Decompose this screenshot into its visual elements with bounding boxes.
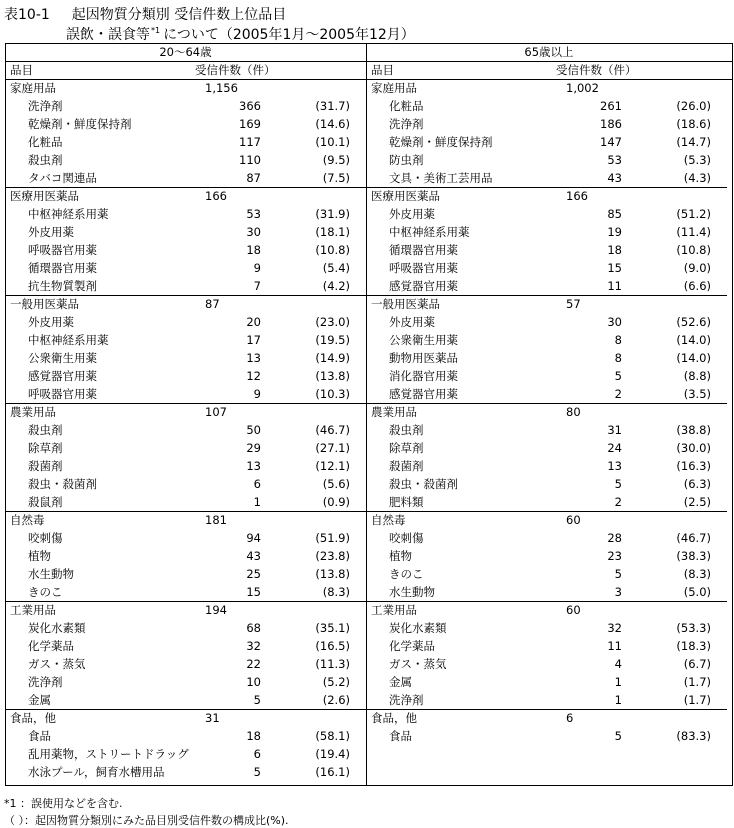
left-item-name: きのこ (28, 585, 63, 599)
right-group-divider (366, 403, 727, 404)
left-item-count: 1 (253, 495, 261, 509)
right-item-percentage: (38.8) (676, 423, 711, 437)
right-item-percentage: (18.3) (676, 639, 711, 653)
left-item-count: 18 (246, 729, 261, 743)
right-item-count: 1 (614, 675, 622, 689)
right-item-count: 24 (607, 441, 622, 455)
left-item-percentage: (19.4) (315, 747, 350, 761)
left-item-percentage: (19.5) (315, 333, 350, 347)
right-item-count: 8 (614, 351, 622, 365)
right-item-name: 中枢神経系用薬 (389, 225, 470, 239)
left-item-percentage: (18.1) (315, 225, 350, 239)
left-item-percentage: (27.1) (315, 441, 350, 455)
right-item-percentage: (38.3) (676, 549, 711, 563)
right-item-name: 化粧品 (389, 99, 424, 113)
right-item-name: 殺菌剤 (389, 459, 424, 473)
right-item-count: 4 (614, 657, 622, 671)
left-item-percentage: (14.6) (315, 117, 350, 131)
right-item-count: 30 (607, 315, 622, 329)
right-item-count: 85 (607, 207, 622, 221)
left-item-percentage: (35.1) (315, 621, 350, 635)
left-item-percentage: (14.9) (315, 351, 350, 365)
left-category-name: 家庭用品 (10, 81, 56, 95)
left-item-name: 抗生物質製剤 (28, 279, 97, 293)
right-item-name: 殺虫剤 (389, 423, 424, 437)
left-item-count: 18 (246, 243, 261, 257)
right-item-percentage: (14.0) (676, 351, 711, 365)
left-item-header: 品目 (10, 63, 33, 77)
right-item-name: 文具・美術工芸用品 (389, 171, 493, 185)
right-item-count: 53 (607, 153, 622, 167)
left-item-count: 5 (253, 693, 261, 707)
right-item-percentage: (14.7) (676, 135, 711, 149)
right-item-name: 金属 (389, 675, 412, 689)
right-item-name: 循環器官用薬 (389, 243, 458, 257)
left-item-percentage: (31.9) (315, 207, 350, 221)
left-item-percentage: (11.3) (315, 657, 350, 671)
footnote-ref: *1 (151, 26, 161, 35)
left-item-percentage: (13.8) (315, 567, 350, 581)
left-item-name: 殺虫剤 (28, 153, 63, 167)
right-category-total: 1,002 (566, 81, 599, 95)
right-group-divider (366, 511, 727, 512)
left-item-count: 94 (246, 531, 261, 545)
right-item-count: 23 (607, 549, 622, 563)
right-item-count: 2 (614, 495, 622, 509)
left-item-name: 金属 (28, 693, 51, 707)
right-item-name: 肥料類 (389, 495, 424, 509)
right-category-name: 一般用医薬品 (371, 297, 440, 311)
left-item-percentage: (16.5) (315, 639, 350, 653)
right-item-count: 261 (600, 99, 622, 113)
right-item-name: 洗浄剤 (389, 117, 424, 131)
left-item-name: 洗浄剤 (28, 99, 63, 113)
left-item-count: 68 (246, 621, 261, 635)
left-item-percentage: (8.3) (322, 585, 350, 599)
left-age-group-header: 20～64歳 (159, 45, 212, 59)
left-item-count: 43 (246, 549, 261, 563)
left-item-name: 炭化水素類 (28, 621, 86, 635)
left-item-count: 25 (246, 567, 261, 581)
left-item-name: 植物 (28, 549, 51, 563)
right-item-percentage: (8.8) (683, 369, 711, 383)
right-category-name: 医療用医薬品 (371, 189, 440, 203)
right-item-name: 殺虫・殺菌剤 (389, 477, 458, 491)
right-item-percentage: (5.0) (683, 585, 711, 599)
left-item-percentage: (58.1) (315, 729, 350, 743)
left-item-percentage: (5.4) (322, 261, 350, 275)
left-item-name: 感覚器官用薬 (28, 369, 97, 383)
right-category-total: 166 (566, 189, 588, 203)
left-item-count: 6 (253, 747, 261, 761)
left-item-name: 循環器官用薬 (28, 261, 97, 275)
left-item-percentage: (12.1) (315, 459, 350, 473)
right-item-count: 5 (614, 369, 622, 383)
right-item-percentage: (51.2) (676, 207, 711, 221)
right-item-percentage: (9.0) (683, 261, 711, 275)
right-item-count: 43 (607, 171, 622, 185)
right-item-name: 植物 (389, 549, 412, 563)
left-item-percentage: (5.6) (322, 477, 350, 491)
left-category-total: 31 (205, 711, 220, 725)
left-item-name: 外皮用薬 (28, 225, 74, 239)
subtitle-text: 誤飲・誤食等 (66, 27, 150, 43)
right-item-percentage: (18.6) (676, 117, 711, 131)
left-item-count: 6 (253, 477, 261, 491)
right-category-total: 6 (566, 711, 574, 725)
right-item-percentage: (1.7) (683, 693, 711, 707)
right-item-count: 1 (614, 693, 622, 707)
table-left-border (5, 43, 6, 785)
left-item-count: 29 (246, 441, 261, 455)
right-item-name: 化学薬品 (389, 639, 435, 653)
table-right-border (732, 43, 733, 785)
right-category-name: 食品，他 (371, 711, 417, 725)
left-item-name: 公衆衛生用薬 (28, 351, 97, 365)
table-bottom-border (5, 785, 733, 786)
left-item-count: 50 (246, 423, 261, 437)
right-item-name: 感覚器官用薬 (389, 279, 458, 293)
right-item-name: 水生動物 (389, 585, 435, 599)
left-group-divider (5, 511, 366, 512)
right-item-count: 18 (607, 243, 622, 257)
right-group-divider (366, 601, 727, 602)
left-item-count: 12 (246, 369, 261, 383)
left-item-count: 20 (246, 315, 261, 329)
right-item-percentage: (1.7) (683, 675, 711, 689)
data-table (5, 43, 732, 785)
left-item-name: 殺菌剤 (28, 459, 63, 473)
right-category-total: 60 (566, 513, 581, 527)
right-item-percentage: (11.4) (676, 225, 711, 239)
left-item-percentage: (23.8) (315, 549, 350, 563)
left-count-header: 受信件数（件） (195, 63, 276, 77)
right-item-name: 公衆衛生用薬 (389, 333, 458, 347)
right-item-count: 147 (600, 135, 622, 149)
right-item-percentage: (46.7) (676, 531, 711, 545)
left-item-count: 5 (253, 765, 261, 779)
left-item-percentage: (5.2) (322, 675, 350, 689)
right-item-count: 2 (614, 387, 622, 401)
right-item-percentage: (53.3) (676, 621, 711, 635)
left-category-total: 107 (205, 405, 227, 419)
left-category-name: 一般用医薬品 (10, 297, 79, 311)
right-item-name: 消化器官用薬 (389, 369, 458, 383)
table-title (4, 4, 286, 24)
left-category-total: 87 (205, 297, 220, 311)
left-item-percentage: (23.0) (315, 315, 350, 329)
right-item-count: 5 (614, 567, 622, 581)
left-item-count: 9 (253, 261, 261, 275)
left-item-name: 呼吸器官用薬 (28, 243, 97, 257)
right-item-name: 外皮用薬 (389, 315, 435, 329)
right-item-percentage: (30.0) (676, 441, 711, 455)
right-item-count: 19 (607, 225, 622, 239)
left-category-name: 食品，他 (10, 711, 56, 725)
left-item-percentage: (10.8) (315, 243, 350, 257)
right-item-count: 28 (607, 531, 622, 545)
right-group-divider (366, 709, 727, 710)
right-item-count: 32 (607, 621, 622, 635)
left-item-count: 7 (253, 279, 261, 293)
right-item-percentage: (10.8) (676, 243, 711, 257)
left-category-name: 医療用医薬品 (10, 189, 79, 203)
left-item-percentage: (51.9) (315, 531, 350, 545)
right-item-percentage: (4.3) (683, 171, 711, 185)
left-item-name: 乾燥剤・鮮度保持剤 (28, 117, 132, 131)
left-item-percentage: (2.6) (322, 693, 350, 707)
right-item-percentage: (16.3) (676, 459, 711, 473)
left-category-name: 農業用品 (10, 405, 56, 419)
left-item-name: 化粧品 (28, 135, 63, 149)
right-item-count: 15 (607, 261, 622, 275)
right-item-name: 呼吸器官用薬 (389, 261, 458, 275)
right-category-name: 家庭用品 (371, 81, 417, 95)
left-item-percentage: (0.9) (322, 495, 350, 509)
right-item-name: 除草剤 (389, 441, 424, 455)
table-number: 表10-1 (4, 7, 50, 23)
right-category-name: 工業用品 (371, 603, 417, 617)
right-item-count: 11 (607, 279, 622, 293)
left-item-name: 殺虫剤 (28, 423, 63, 437)
left-item-count: 117 (239, 135, 261, 149)
right-item-name: ガス・蒸気 (389, 657, 447, 671)
left-item-percentage: (7.5) (322, 171, 350, 185)
left-item-count: 13 (246, 459, 261, 473)
left-category-total: 194 (205, 603, 227, 617)
left-item-count: 9 (253, 387, 261, 401)
right-item-percentage: (8.3) (683, 567, 711, 581)
right-category-total: 80 (566, 405, 581, 419)
left-group-divider (5, 709, 366, 710)
left-item-count: 17 (246, 333, 261, 347)
left-item-count: 169 (239, 117, 261, 131)
right-category-name: 自然毒 (371, 513, 406, 527)
left-item-percentage: (16.1) (315, 765, 350, 779)
left-item-name: 呼吸器官用薬 (28, 387, 97, 401)
right-item-percentage: (6.3) (683, 477, 711, 491)
left-item-count: 30 (246, 225, 261, 239)
left-item-count: 366 (239, 99, 261, 113)
left-item-name: 水泳プール，飼育水槽用品 (28, 765, 165, 779)
right-item-count: 31 (607, 423, 622, 437)
table-title-text: 起因物質分類別 受信件数上位品目 (71, 7, 287, 23)
left-item-count: 15 (246, 585, 261, 599)
left-item-percentage: (46.7) (315, 423, 350, 437)
left-item-name: 洗浄剤 (28, 675, 63, 689)
right-item-count: 13 (607, 459, 622, 473)
left-item-percentage: (10.1) (315, 135, 350, 149)
left-item-name: 中枢神経系用薬 (28, 207, 109, 221)
right-item-count: 11 (607, 639, 622, 653)
right-item-name: 動物用医薬品 (389, 351, 458, 365)
left-item-percentage: (10.3) (315, 387, 350, 401)
right-item-count: 186 (600, 117, 622, 131)
left-item-percentage: (9.5) (322, 153, 350, 167)
right-item-percentage: (6.7) (683, 657, 711, 671)
left-item-count: 110 (239, 153, 261, 167)
left-category-name: 自然毒 (10, 513, 45, 527)
right-category-total: 57 (566, 297, 581, 311)
left-item-count: 10 (246, 675, 261, 689)
right-item-name: 感覚器官用薬 (389, 387, 458, 401)
left-item-name: 殺鼠剤 (28, 495, 63, 509)
right-item-percentage: (52.6) (676, 315, 711, 329)
right-category-name: 農業用品 (371, 405, 417, 419)
right-item-count: 8 (614, 333, 622, 347)
footnote-1: *1 ：誤使用などを含む. (4, 797, 123, 810)
left-category-total: 1,156 (205, 81, 238, 95)
right-item-name: 防虫剤 (389, 153, 424, 167)
left-item-name: 中枢神経系用薬 (28, 333, 109, 347)
left-category-total: 181 (205, 513, 227, 527)
subtitle-period: について（2005年1月～2005年12月） (163, 27, 415, 43)
left-item-percentage: (13.8) (315, 369, 350, 383)
table-center-divider (366, 43, 367, 785)
left-item-name: 化学薬品 (28, 639, 74, 653)
right-item-percentage: (83.3) (676, 729, 711, 743)
left-item-count: 22 (246, 657, 261, 671)
right-item-percentage: (5.3) (683, 153, 711, 167)
right-item-name: 炭化水素類 (389, 621, 447, 635)
left-category-total: 166 (205, 189, 227, 203)
right-item-percentage: (3.5) (683, 387, 711, 401)
right-item-percentage: (2.5) (683, 495, 711, 509)
left-item-count: 32 (246, 639, 261, 653)
right-item-name: 食品 (389, 729, 412, 743)
right-age-group-header: 65歳以上 (524, 45, 574, 59)
right-item-name: 乾燥剤・鮮度保持剤 (389, 135, 493, 149)
left-item-count: 87 (246, 171, 261, 185)
right-item-count: 3 (614, 585, 622, 599)
right-item-percentage: (14.0) (676, 333, 711, 347)
left-item-name: 除草剤 (28, 441, 63, 455)
left-item-percentage: (4.2) (322, 279, 350, 293)
right-item-header: 品目 (371, 63, 394, 77)
right-item-count: 5 (614, 477, 622, 491)
right-count-header: 受信件数（件） (556, 63, 637, 77)
left-item-percentage: (31.7) (315, 99, 350, 113)
left-item-name: 殺虫・殺菌剤 (28, 477, 97, 491)
left-item-name: 食品 (28, 729, 51, 743)
right-item-percentage: (6.6) (683, 279, 711, 293)
left-item-count: 13 (246, 351, 261, 365)
right-item-name: 洗浄剤 (389, 693, 424, 707)
table-subtitle (66, 24, 415, 44)
left-item-name: 咬刺傷 (28, 531, 63, 545)
left-item-name: タバコ関連品 (28, 171, 97, 185)
right-category-total: 60 (566, 603, 581, 617)
right-item-name: 外皮用薬 (389, 207, 435, 221)
left-item-count: 53 (246, 207, 261, 221)
right-item-percentage: (26.0) (676, 99, 711, 113)
left-category-name: 工業用品 (10, 603, 56, 617)
right-item-count: 5 (614, 729, 622, 743)
left-item-name: 水生動物 (28, 567, 74, 581)
left-item-name: 乱用薬物，ストリートドラッグ (28, 747, 189, 761)
right-item-name: 咬刺傷 (389, 531, 424, 545)
footnote-2: （ ）：起因物質分類別にみた品目別受信件数の構成比(%). (4, 814, 289, 827)
left-item-name: 外皮用薬 (28, 315, 74, 329)
left-group-divider (5, 403, 366, 404)
left-item-name: ガス・蒸気 (28, 657, 86, 671)
left-group-divider (5, 601, 366, 602)
right-item-name: きのこ (389, 567, 424, 581)
